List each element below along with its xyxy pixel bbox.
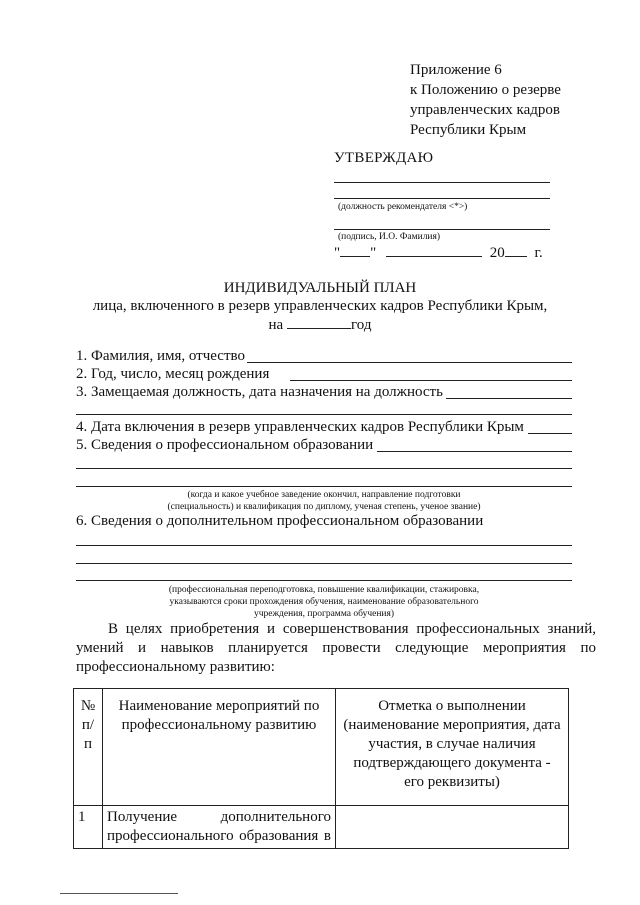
plan-subtitle: лица, включенного в резерв управленческих кадров Республики Крым, (92, 298, 548, 314)
education-line-1[interactable] (377, 451, 572, 452)
paragraph-line: профессиональному развитию: (76, 659, 275, 675)
signature-caption: (подпись, И.О. Фамилия) (338, 232, 441, 242)
row-event (103, 806, 336, 849)
appendix-reference (410, 60, 561, 140)
additional-education-note (76, 584, 572, 620)
field-birth-date: 2. Год, число, месяц рождения (76, 366, 270, 382)
plan-year-blank[interactable] (287, 316, 351, 329)
month-blank[interactable] (386, 244, 482, 257)
plan-title: ИНДИВИДУАЛЬНЫЙ ПЛАН (223, 280, 417, 296)
note-line: (когда и какое учебное заведение окончил, направление подготовки (187, 490, 461, 500)
table-row (74, 806, 569, 849)
row-event-line: профессионального образования в (107, 828, 331, 844)
note-line: (специальность) и квалификация по диплому, ученая степень, ученое звание) (167, 502, 481, 512)
date-quote-close: " (370, 245, 377, 261)
development-plan-table (73, 688, 569, 849)
header-mark-line: его реквизиты) (404, 774, 500, 790)
position-caption: (должность рекомендателя <*>) (338, 202, 468, 212)
date-quote-open: " (334, 245, 341, 261)
note-line: указываются сроки прохождения обучения, наименование образовательного (169, 597, 479, 607)
header-event-line: профессиональному развитию (121, 717, 317, 733)
note-line: учреждения, программа обучения) (253, 609, 395, 619)
birth-date-line[interactable] (290, 380, 572, 381)
additional-education-line-3[interactable] (76, 580, 572, 581)
header-number-line: п/п (81, 717, 95, 752)
header-event-line: Наименование мероприятий по (118, 698, 320, 714)
header-mark-line: участия, в случае наличия (368, 736, 536, 752)
education-line-2[interactable] (76, 468, 572, 469)
field-reserve-date: 4. Дата включения в резерв управленческих кадров Республики Крым (76, 419, 524, 435)
education-note (76, 489, 572, 513)
header-mark-line: (наименование мероприятия, дата (343, 717, 561, 733)
field-position: 3. Замещаемая должность, дата назначения на должность (76, 384, 443, 400)
approval-date (334, 244, 543, 262)
table-header-row (74, 689, 569, 806)
year-label-prefix: на (268, 317, 284, 333)
approver-line (334, 182, 550, 183)
year-prefix: 20 (489, 245, 505, 261)
position-line[interactable] (334, 198, 550, 199)
appendix-line: Республики Крым (410, 122, 527, 138)
reserve-date-line[interactable] (528, 433, 572, 434)
note-line: (профессиональная переподготовка, повышение квалификации, стажировка, (168, 585, 480, 595)
year-suffix: г. (534, 245, 543, 261)
position-line-2[interactable] (76, 414, 572, 415)
paragraph-line: В целях приобретения и совершенствования профессиональных знаний, (108, 621, 596, 637)
plan-year-line (0, 316, 640, 334)
paragraph-line: умений и навыков планируется провести следующие мероприятия по (76, 640, 596, 656)
development-paragraph (76, 620, 596, 677)
row-event-line: Получение дополнительного (107, 809, 331, 825)
field-additional-education: 6. Сведения о дополнительном профессиональном образовании (76, 513, 484, 529)
approval-heading: УТВЕРЖДАЮ (334, 150, 434, 166)
field-full-name: 1. Фамилия, имя, отчество (76, 348, 245, 364)
signature-line[interactable] (334, 229, 550, 230)
additional-education-line-2[interactable] (76, 563, 572, 564)
appendix-line: Приложение 6 (410, 62, 502, 78)
header-mark-line: Отметка о выполнении (378, 698, 526, 714)
appendix-line: управленческих кадров (410, 102, 560, 118)
header-completion-mark (336, 689, 569, 806)
row-completion-mark[interactable] (336, 806, 569, 849)
appendix-line: к Положению о резерве (410, 82, 561, 98)
header-number-line: № (80, 698, 96, 714)
additional-education-line-1[interactable] (76, 545, 572, 546)
row-number: 1 (74, 806, 103, 849)
year-label-suffix: год (350, 317, 372, 333)
header-number (74, 689, 103, 806)
year-blank[interactable] (505, 244, 527, 257)
position-line-1[interactable] (446, 398, 572, 399)
education-line-3[interactable] (76, 486, 572, 487)
full-name-line[interactable] (247, 362, 572, 363)
header-event (103, 689, 336, 806)
footnote-separator (60, 893, 178, 894)
day-blank[interactable] (340, 244, 370, 257)
header-mark-line: подтверждающего документа - (353, 755, 551, 771)
field-education: 5. Сведения о профессиональном образовании (76, 437, 374, 453)
